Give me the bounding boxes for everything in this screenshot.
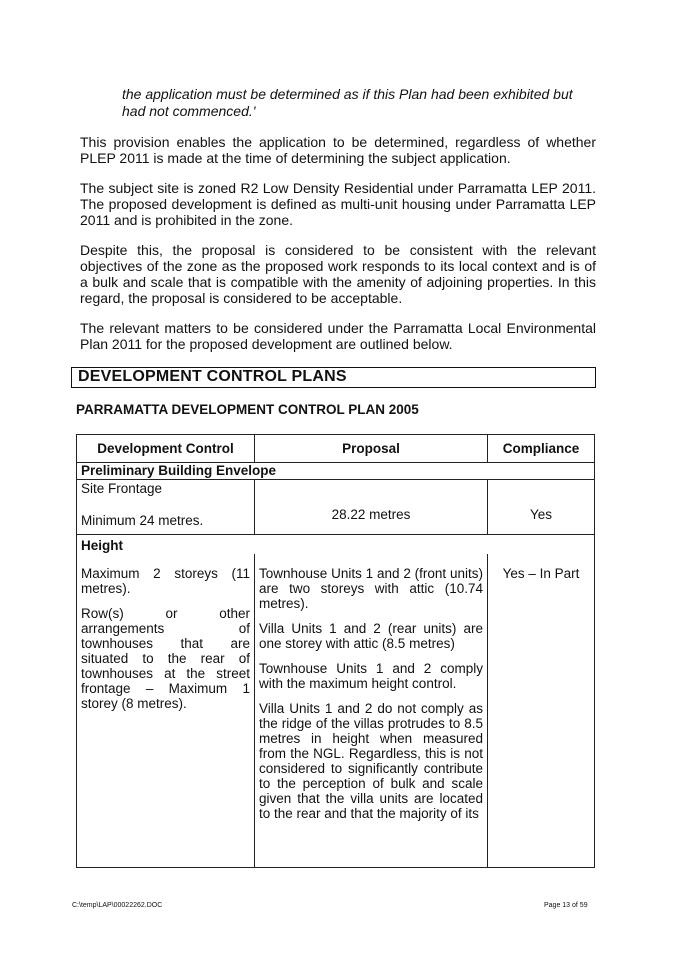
height-proposal-cell	[255, 554, 488, 868]
paragraph-zoning: The subject site is zoned R2 Low Density Residential under Parramatta LEP 2011. The proposed development is defined as multi-unit housing under Parramatta LEP 2011 and is prohibited in the zone.	[80, 180, 596, 228]
height-proposal-1: Townhouse Units 1 and 2 (front units) are two storeys with attic (10.74 metres).	[259, 566, 483, 611]
height-proposal-3: Townhouse Units 1 and 2 comply with the maximum height control.	[259, 661, 483, 691]
site-frontage-control-cell	[77, 480, 255, 535]
height-proposal-2: Villa Units 1 and 2 (rear units) are one storey with attic (8.5 metres)	[259, 621, 483, 651]
site-frontage-control: Minimum 24 metres.	[81, 513, 204, 528]
site-frontage-compliance-text: Yes	[529, 506, 553, 522]
header-proposal: Proposal	[255, 435, 488, 463]
section-heading-box	[71, 367, 596, 388]
height-proposal-4: Villa Units 1 and 2 do not comply as the ridge of the villas protrudes to 8.5 metres in height when measured from the NGL. Regardless, this is not considered to significantly contribute to the perception of bulk and scale given that the villa units are located to the rear and that the majority of its	[259, 701, 483, 821]
paragraph-consistency: Despite this, the proposal is considered to be consistent with the relevant objectives of the zone as the proposed work responds to its local context and is of a bulk and scale that is compatible with the amenity of adjoining properties. In this regard, the proposal is considered to be acceptable.	[80, 242, 596, 306]
height-compliance-cell	[488, 554, 595, 868]
site-frontage-proposal-text: 28.22 metres	[331, 506, 411, 522]
site-frontage-compliance	[488, 480, 595, 535]
dcp-compliance-table	[76, 434, 595, 868]
section-heading: DEVELOPMENT CONTROL PLANS	[78, 368, 347, 385]
table-row-height	[77, 535, 595, 555]
site-frontage-label: Site Frontage	[81, 481, 163, 496]
height-control-cell	[77, 554, 255, 868]
paragraph-provision: This provision enables the application to be determined, regardless of whether PLEP 2011 is made at the time of determining the subject application.	[80, 134, 596, 166]
table-row-height-detail	[77, 554, 595, 868]
section-preliminary-building-envelope: Preliminary Building Envelope	[77, 463, 595, 480]
height-control-1: Maximum 2 storeys (11 metres).	[81, 566, 250, 596]
dcp-subheading: PARRAMATTA DEVELOPMENT CONTROL PLAN 2005	[76, 402, 419, 417]
height-label: Height	[77, 535, 595, 555]
height-compliance: Yes – In Part	[502, 566, 580, 581]
header-development-control: Development Control	[77, 435, 255, 463]
header-compliance: Compliance	[488, 435, 595, 463]
paragraph-relevant-matters: The relevant matters to be considered under the Parramatta Local Environmental Plan 2011 for the proposed development are outlined below.	[80, 320, 596, 352]
table-section-row	[77, 463, 595, 480]
site-frontage-proposal	[255, 480, 488, 535]
height-control-2: Row(s) or other arrangements of townhouses that are situated to the rear of townhouses at the street frontage – Maximum 1 storey (8 metres).	[81, 606, 250, 711]
footer-file-path: C:\temp\LAP\00022262.DOC	[72, 902, 163, 909]
table-row-site-frontage	[77, 480, 595, 535]
table-header-row	[77, 435, 595, 463]
footer-page-number: Page 13 of 59	[544, 902, 588, 909]
quoted-clause: the application must be determined as if this Plan had been exhibited but had not commenced.'	[122, 86, 573, 119]
